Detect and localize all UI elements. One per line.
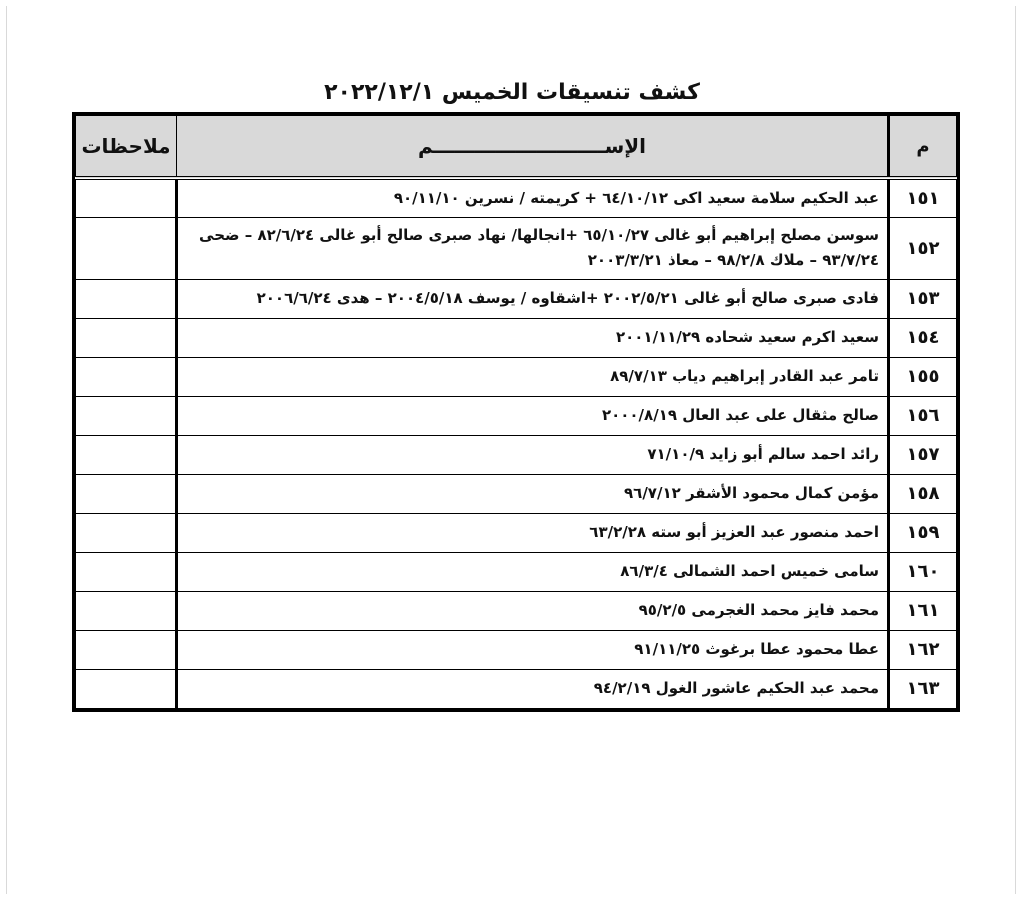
row-num: ١٥٨ [889, 474, 957, 513]
row-num: ١٦٣ [889, 669, 957, 708]
row-name: مؤمن كمال محمود الأشقر ٩٦/٧/١٢ [177, 474, 889, 513]
row-notes [76, 396, 177, 435]
row-name: احمد منصور عبد العزيز أبو سته ٦٣/٢/٢٨ [177, 513, 889, 552]
row-num: ١٥٥ [889, 357, 957, 396]
names-table [75, 115, 957, 709]
table-row [76, 318, 957, 357]
row-notes [76, 217, 177, 279]
row-notes [76, 279, 177, 318]
names-sheet [72, 112, 960, 712]
row-notes [76, 357, 177, 396]
table-row [76, 279, 957, 318]
header-num: م [889, 116, 957, 179]
table-row [76, 357, 957, 396]
row-name: صالح مثقال على عبد العال ٢٠٠٠/٨/١٩ [177, 396, 889, 435]
row-num: ١٦٠ [889, 552, 957, 591]
table-row [76, 630, 957, 669]
table-row [76, 217, 957, 279]
row-notes [76, 552, 177, 591]
table-row [76, 552, 957, 591]
row-name: سامى خميس احمد الشمالى ٨٦/٣/٤ [177, 552, 889, 591]
row-notes [76, 513, 177, 552]
row-num: ١٥٤ [889, 318, 957, 357]
document-title: كشف تنسيقات الخميس ٢٠٢٢/١٢/١ [324, 80, 700, 105]
row-num: ١٦١ [889, 591, 957, 630]
header-notes: ملاحظات [76, 116, 177, 179]
row-name: تامر عبد القادر إبراهيم دياب ٨٩/٧/١٣ [177, 357, 889, 396]
row-num: ١٥١ [889, 178, 957, 217]
table-row [76, 513, 957, 552]
row-num: ١٥٧ [889, 435, 957, 474]
row-num: ١٥٢ [889, 217, 957, 279]
table-row [76, 178, 957, 217]
row-name: عبد الحكيم سلامة سعيد اكى ٦٤/١٠/١٢ + كريمته / نسرين ٩٠/١١/١٠ [177, 178, 889, 217]
row-num: ١٥٣ [889, 279, 957, 318]
row-notes [76, 474, 177, 513]
table-row [76, 435, 957, 474]
row-notes [76, 630, 177, 669]
header-name: الإســـــــــــــــــــــــــم [177, 116, 889, 179]
row-name: فادى صبرى صالح أبو غالى ٢٠٠٢/٥/٢١ +اشقاوه / يوسف ٢٠٠٤/٥/١٨ – هدى ٢٠٠٦/٦/٢٤ [177, 279, 889, 318]
row-name: عطا محمود عطا برغوث ٩١/١١/٢٥ [177, 630, 889, 669]
row-name: رائد احمد سالم أبو زايد ٧١/١٠/٩ [177, 435, 889, 474]
row-name: محمد عبد الحكيم عاشور الغول ٩٤/٢/١٩ [177, 669, 889, 708]
row-num: ١٥٩ [889, 513, 957, 552]
row-notes [76, 669, 177, 708]
table-row [76, 474, 957, 513]
row-num: ١٦٢ [889, 630, 957, 669]
table-row [76, 669, 957, 708]
row-name: سوسن مصلح إبراهيم أبو غالى ٦٥/١٠/٢٧ +انجالها/ نهاد صبرى صالح أبو غالى ٨٢/٦/٢٤ – ضحى ٩٣/٧/٢٤ – ملاك ٩٨/٢/٨ – معاذ ٢٠٠٣/٣/٢١ [177, 217, 889, 279]
row-num: ١٥٦ [889, 396, 957, 435]
table-row [76, 591, 957, 630]
row-notes [76, 591, 177, 630]
row-notes [76, 178, 177, 217]
row-name: محمد فايز محمد الغجرمى ٩٥/٢/٥ [177, 591, 889, 630]
table-row [76, 396, 957, 435]
row-name: سعيد اكرم سعيد شحاده ٢٠٠١/١١/٢٩ [177, 318, 889, 357]
header-row [76, 116, 957, 179]
row-notes [76, 435, 177, 474]
row-notes [76, 318, 177, 357]
